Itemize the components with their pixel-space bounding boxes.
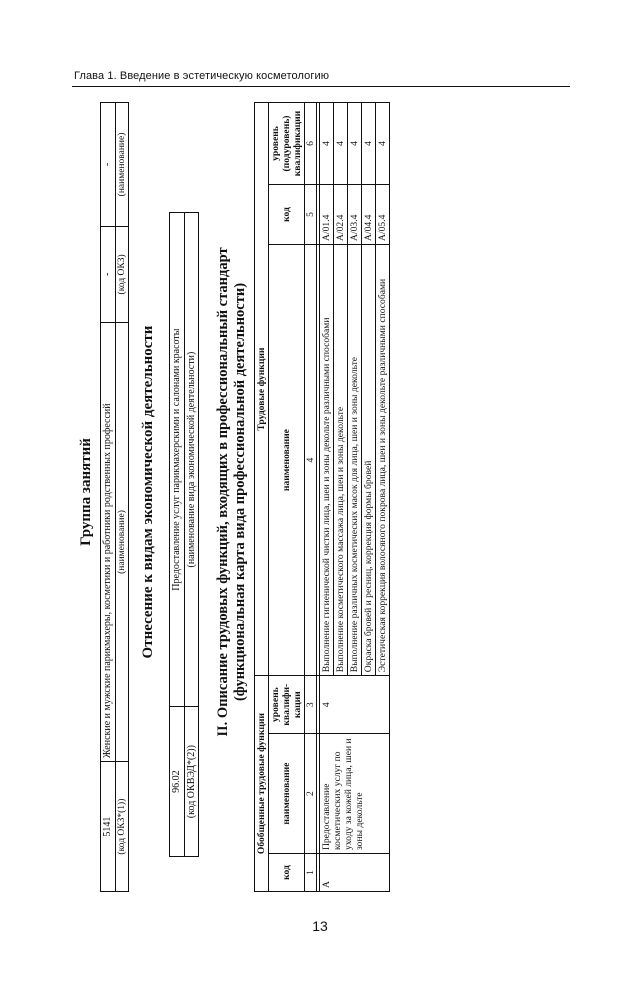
gen-function-level: 4 [320,676,390,734]
economic-activity-table [169,212,199,857]
section2-title-line1: II. Описание трудовых функций, входящих в профессиональный стандарт [215,247,231,737]
tf-code: A/01.4 [320,185,334,245]
col-number-5: 5 [305,185,317,245]
tf-name: Эстетическая коррекция волосяного покрова лица, шеи и зоны декольте различными способами [376,244,390,675]
okz-code-label: (код ОКЗ*(1)) [115,762,129,892]
tf-level: 4 [320,103,334,185]
col-header-tf-code: код [269,185,305,245]
table-row [320,103,334,892]
okz-code2-label: (код ОКЗ) [115,226,129,322]
tf-level: 4 [376,103,390,185]
tf-name: Окраска бровей и ресниц, коррекция формы бровей [362,244,376,675]
labor-functions-header: Трудовые функции [255,103,269,676]
tf-code: A/03.4 [348,185,362,245]
okved-name-label: (наименование вида экономической деятельности) [184,213,199,707]
functions-table [254,102,390,892]
col-number-2: 2 [305,734,317,854]
okz-name2-label: (наименование) [115,103,129,227]
col-header-tf-name: наименование [269,244,305,675]
col-number-6: 6 [305,103,317,185]
economic-activity-title: Отнесение к видам экономической деятельности [140,325,156,659]
okz-name2-cell: - [101,103,116,227]
occupation-group-title: Группа занятий [78,438,94,546]
gen-function-name: Предоставление косметических услуг по уходу за кожей лица, шеи и зоны декольте [320,734,390,854]
gen-function-code: А [320,854,390,892]
page-number: 13 [312,918,328,934]
tf-code: A/04.4 [362,185,376,245]
section2-title-line2: (функциональная карта вида профессиональной деятельности) [232,282,249,702]
col-number-1: 1 [305,854,317,892]
tf-name: Выполнение гигиенической чистки лица, шеи и зоны декольте различными способами [320,244,334,675]
okz-name-cell: Женские и мужские парикмахеры, косметики и работники родственных профессий [101,322,116,761]
col-header-code: код [269,854,305,892]
tf-name: Выполнение различных косметических масок для лица, шеи и зоны декольте [348,244,362,675]
tf-level: 4 [362,103,376,185]
tf-name: Выполнение косметического массажа лица, шеи и зоны декольте [334,244,348,675]
col-number-4: 4 [305,244,317,675]
occupation-group-table [100,102,129,892]
col-header-level: уровень квалифи-кации [269,676,305,734]
tf-level: 4 [334,103,348,185]
col-number-3: 3 [305,676,317,734]
col-header-tf-level: уровень (подуровень) квалификации [269,103,305,185]
okz-code2-cell: - [101,226,116,322]
okved-name-cell: Предоставление услуг парикмахерскими и салонами красоты [170,213,185,707]
tf-code: A/02.4 [334,185,348,245]
okz-name-label: (наименование) [115,322,129,761]
tf-code: A/05.4 [376,185,390,245]
col-header-name: наименование [269,734,305,854]
okved-code-label: (код ОКВЭД*(2)) [184,707,199,857]
generalized-functions-header: Обобщенные трудовые функции [255,676,269,892]
running-head: Глава 1. Введение в эстетическую косметологию [74,70,330,82]
rotated-page-content [78,72,538,912]
okved-code-cell: 96.02 [170,707,185,857]
tf-level: 4 [348,103,362,185]
okz-code-cell: 5141 [101,762,116,892]
section2-title [215,72,250,912]
